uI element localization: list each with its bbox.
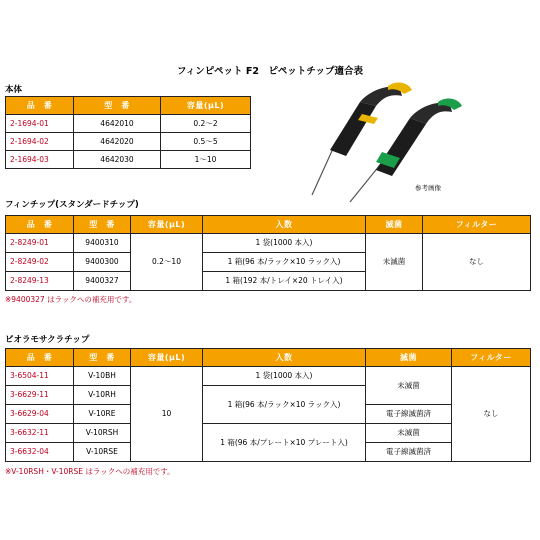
capacity: 0.2～10 [131,234,203,291]
product-code: 2-1694-01 [6,115,74,133]
capacity: 0.2～2 [161,115,251,133]
fin-tip-table [5,215,531,291]
fin-tip-section-heading: フィンチップ(スタンダードチップ) [5,200,139,210]
biohit-table [5,348,531,462]
model-number: 9400310 [74,234,131,253]
header-capacity: 容量(μL) [131,216,203,234]
product-code: 3-6629-11 [6,386,74,405]
model-number: V-10RE [74,405,131,424]
table-row [6,133,251,151]
quantity: 1 袋(1000 本入) [203,234,366,253]
quantity: 1 箱(96 本/プレート×10 プレート入) [203,424,366,462]
table-row [6,151,251,169]
sterile-status: 未滅菌 [366,424,452,443]
model-number: 4642010 [74,115,161,133]
capacity: 1～10 [161,151,251,169]
product-code: 2-1694-03 [6,151,74,169]
table-row [6,367,531,386]
model-number: 9400300 [74,253,131,272]
product-code: 2-8249-01 [6,234,74,253]
sterile-status: 電子線滅菌済 [366,405,452,424]
header-code: 品 番 [6,216,74,234]
model-number: V-10RSH [74,424,131,443]
page-title: フィンピペット F2 ピペットチップ適合表 [177,66,363,77]
header-quantity: 入数 [203,216,366,234]
capacity: 10 [131,367,203,462]
capacity: 0.5～5 [161,133,251,151]
header-model: 型 番 [74,349,131,367]
table-row [6,115,251,133]
product-code: 3-6629-04 [6,405,74,424]
sterile-status: 未滅菌 [366,234,423,291]
product-code: 3-6504-11 [6,367,74,386]
pipette-product-image [300,80,480,205]
image-caption: 参考画像 [415,184,441,192]
model-number: 4642020 [74,133,161,151]
header-sterile: 滅菌 [366,216,423,234]
body-table [5,96,251,169]
product-code: 3-6632-04 [6,443,74,462]
header-sterile: 滅菌 [366,349,452,367]
header-capacity: 容量(μL) [161,97,251,115]
table-row [6,234,531,253]
body-section-heading: 本体 [5,85,23,95]
quantity: 1 箱(192 本/トレイ×20 トレイ入) [203,272,366,291]
quantity: 1 箱(96 本/ラック×10 ラック入) [203,386,366,424]
sterile-status: 未滅菌 [366,367,452,405]
header-code: 品 番 [6,349,74,367]
model-number: V-10RSE [74,443,131,462]
sterile-status: 電子線滅菌済 [366,443,452,462]
product-code: 2-1694-02 [6,133,74,151]
model-number: 9400327 [74,272,131,291]
model-number: V-10BH [74,367,131,386]
filter-status: なし [423,234,531,291]
header-filter: フィルター [423,216,531,234]
model-number: V-10RH [74,386,131,405]
product-code: 2-8249-13 [6,272,74,291]
header-code: 品 番 [6,97,74,115]
header-filter: フィルター [452,349,531,367]
quantity: 1 袋(1000 本入) [203,367,366,386]
product-code: 2-8249-02 [6,253,74,272]
quantity: 1 箱(96 本/ラック×10 ラック入) [203,253,366,272]
biohit-note: ※V-10RSH・V-10RSE はラックへの補充用です。 [5,467,175,476]
model-number: 4642030 [74,151,161,169]
filter-status: なし [452,367,531,462]
header-capacity: 容量(μL) [131,349,203,367]
fin-tip-note: ※9400327 はラックへの補充用です。 [5,295,137,304]
header-model: 型 番 [74,97,161,115]
product-code: 3-6632-11 [6,424,74,443]
biohit-section-heading: ビオラモサクラチップ [5,335,90,345]
header-model: 型 番 [74,216,131,234]
header-quantity: 入数 [203,349,366,367]
